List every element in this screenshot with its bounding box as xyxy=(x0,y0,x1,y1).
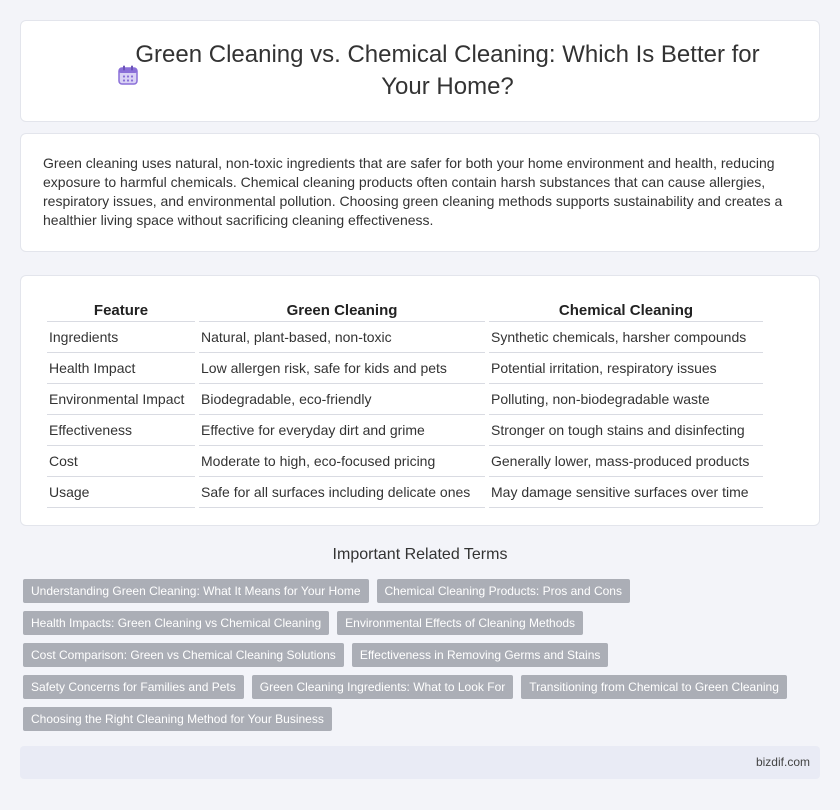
tag-row xyxy=(23,611,823,635)
comparison-table xyxy=(43,296,767,508)
table-cell: Biodegradable, eco-friendly xyxy=(199,384,485,415)
tag-row xyxy=(23,579,823,603)
tag-health-impacts[interactable]: Health Impacts: Green Cleaning vs Chemical Cleaning xyxy=(23,611,329,635)
table-cell: Stronger on tough stains and disinfecting xyxy=(489,415,763,446)
page-title: Green Cleaning vs. Chemical Cleaning: Which Is Better for Your Home? xyxy=(135,41,760,100)
table-cell: Effectiveness xyxy=(47,415,195,446)
header-card xyxy=(20,20,820,122)
table-cell: Generally lower, mass-produced products xyxy=(489,446,763,477)
tag-safety-concerns[interactable]: Safety Concerns for Families and Pets xyxy=(23,675,244,699)
title-wrap xyxy=(21,21,819,121)
table-row xyxy=(47,446,763,477)
table-cell: Safe for all surfaces including delicate ones xyxy=(199,477,485,508)
table-cell: Effective for everyday dirt and grime xyxy=(199,415,485,446)
related-terms-title: Important Related Terms xyxy=(332,546,508,563)
table-row xyxy=(47,384,763,415)
tag-cost-comparison[interactable]: Cost Comparison: Green vs Chemical Cleaning Solutions xyxy=(23,643,344,667)
table-row xyxy=(47,415,763,446)
table-cell: Potential irritation, respiratory issues xyxy=(489,353,763,384)
tag-effectiveness-germs-stains[interactable]: Effectiveness in Removing Germs and Stains xyxy=(352,643,609,667)
column-header-chemical: Chemical Cleaning xyxy=(489,296,763,322)
table-cell: Synthetic chemicals, harsher compounds xyxy=(489,322,763,353)
tag-green-ingredients[interactable]: Green Cleaning Ingredients: What to Look For xyxy=(252,675,513,699)
table-cell: Low allergen risk, safe for kids and pets xyxy=(199,353,485,384)
tag-row xyxy=(23,707,823,731)
table-row xyxy=(47,477,763,508)
title-inner xyxy=(70,39,770,103)
tag-chemical-products-pros-cons[interactable]: Chemical Cleaning Products: Pros and Cons xyxy=(377,579,630,603)
column-header-feature: Feature xyxy=(47,296,195,322)
footer-site-link[interactable]: bizdif.com xyxy=(755,755,810,769)
table-cell: Ingredients xyxy=(47,322,195,353)
comparison-table-card xyxy=(20,275,820,526)
table-cell: Environmental Impact xyxy=(47,384,195,415)
tag-environmental-effects[interactable]: Environmental Effects of Cleaning Methods xyxy=(337,611,583,635)
related-terms-tags xyxy=(23,579,823,739)
table-cell: Moderate to high, eco-focused pricing xyxy=(199,446,485,477)
table-cell: Usage xyxy=(47,477,195,508)
calendar-icon xyxy=(117,64,139,86)
column-header-green: Green Cleaning xyxy=(199,296,485,322)
tag-understanding-green-cleaning[interactable]: Understanding Green Cleaning: What It Means for Your Home xyxy=(23,579,369,603)
tag-transitioning[interactable]: Transitioning from Chemical to Green Cleaning xyxy=(521,675,787,699)
table-cell: Health Impact xyxy=(47,353,195,384)
table-cell: May damage sensitive surfaces over time xyxy=(489,477,763,508)
table-cell: Natural, plant-based, non-toxic xyxy=(199,322,485,353)
tag-row xyxy=(23,675,823,699)
table-row xyxy=(47,353,763,384)
table-cell: Cost xyxy=(47,446,195,477)
tag-choosing-method-business[interactable]: Choosing the Right Cleaning Method for Your Business xyxy=(23,707,332,731)
table-header-row xyxy=(47,296,763,322)
footer xyxy=(20,746,820,779)
tag-row xyxy=(23,643,823,667)
intro-paragraph: Green cleaning uses natural, non-toxic ingredients that are safer for both your home environment and health, reducing exposure to harmful chemicals. Chemical cleaning products often contain harsh substances that can cause allergies, respiratory issues, and environmental pollution. Choosing green cleaning methods supports sustainability and creates a healthier living space without sacrificing cleaning effectiveness. xyxy=(43,155,783,228)
table-cell: Polluting, non-biodegradable waste xyxy=(489,384,763,415)
intro-card xyxy=(20,133,820,252)
table-row xyxy=(47,322,763,353)
